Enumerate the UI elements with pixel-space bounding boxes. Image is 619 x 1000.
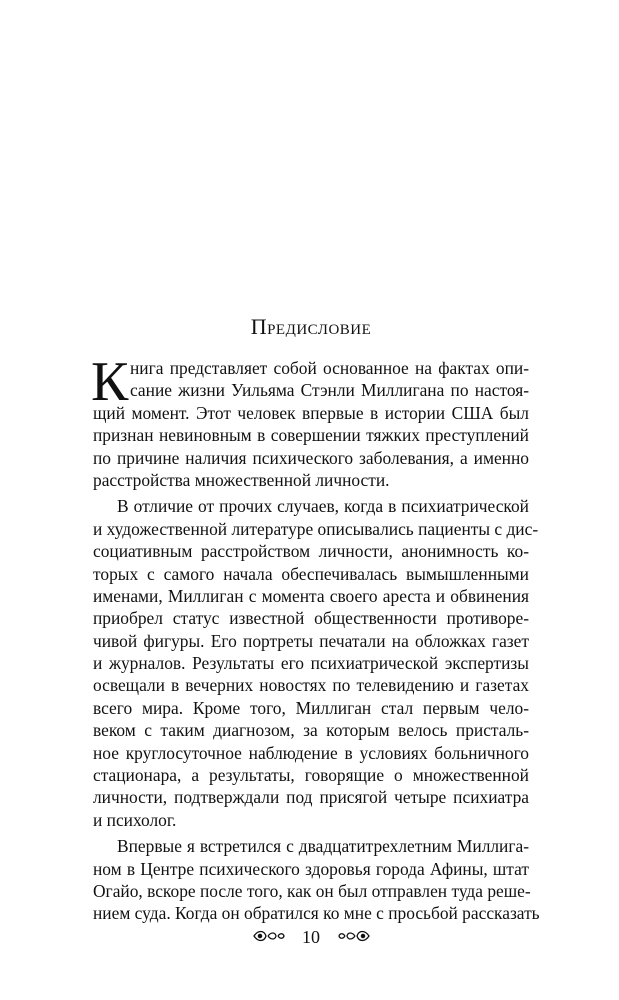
text-line: и художественной литературе описывались пациенты с дис- [93, 518, 539, 539]
text-line: признан невиновным в совершении тяжких преступлений [93, 425, 529, 446]
chapter-title-initial: П [250, 314, 268, 339]
text-line: и психолог. [93, 809, 177, 830]
text-line: по причине наличия психического заболевания, а именно [93, 447, 529, 468]
text-line: социативным расстройством личности, анонимность ко- [93, 541, 529, 562]
text-line: Огайо, вскоре после того, как он был отправлен туда реше- [93, 880, 531, 901]
text-line: и журналов. Результаты его психиатрической экспертизы [93, 653, 529, 674]
text-line: приобрел статус известной общественности противоре- [93, 608, 529, 629]
drop-cap: К [91, 351, 129, 413]
text-line: веком с таким диагнозом, за которым велось присталь- [93, 720, 529, 741]
text-line: ное круглосуточное наблюдение в условиях больничного [93, 742, 529, 763]
body-text [91, 351, 540, 925]
text-line: именами, Миллиган с момента своего ареста и обвинения [93, 585, 529, 606]
left-ornament-icon [252, 927, 286, 948]
text-line: стационара, а результаты, говорящие о множественной [93, 765, 529, 786]
right-ornament-icon [337, 927, 371, 948]
text-line: освещали в вечерних новостях по телевидению и газетах [93, 675, 529, 696]
page-number: 10 [302, 927, 320, 948]
text-line: торых с самого начала обеспечивалась вымышленными [93, 563, 529, 584]
text-line: расстройства множественной личности. [93, 469, 390, 490]
text-line: личности, подтверждали под присягой четыре психиатра [93, 787, 529, 808]
text-line: Впервые я встретился с двадцатитрехлетним Миллига- [117, 836, 529, 857]
paragraph [93, 495, 539, 831]
text-line: нием суда. Когда он обратился ко мне с просьбой рассказать [93, 903, 540, 924]
text-line: чивой фигуры. Его портреты печатали на обложках газет [93, 630, 529, 651]
text-line: сание жизни Уильяма Стэнли Миллигана по настоя- [130, 380, 529, 401]
text-line: В отличие от прочих случаев, когда в психиатрической [117, 496, 529, 517]
chapter-title [93, 314, 529, 340]
text-line: ном в Центре психического здоровья города Афины, штат [93, 858, 529, 879]
chapter-title-rest: редисловие [267, 314, 372, 339]
page-footer [93, 926, 529, 948]
text-line: щий момент. Этот человек впервые в истории США был [93, 402, 529, 423]
text-line: всего мира. Кроме того, Миллиган стал первым чело- [93, 697, 529, 718]
paragraph [91, 351, 529, 491]
paragraph [93, 835, 540, 925]
text-line: нига представляет собой основанное на фактах опи- [130, 358, 529, 378]
book-page [91, 0, 540, 1000]
